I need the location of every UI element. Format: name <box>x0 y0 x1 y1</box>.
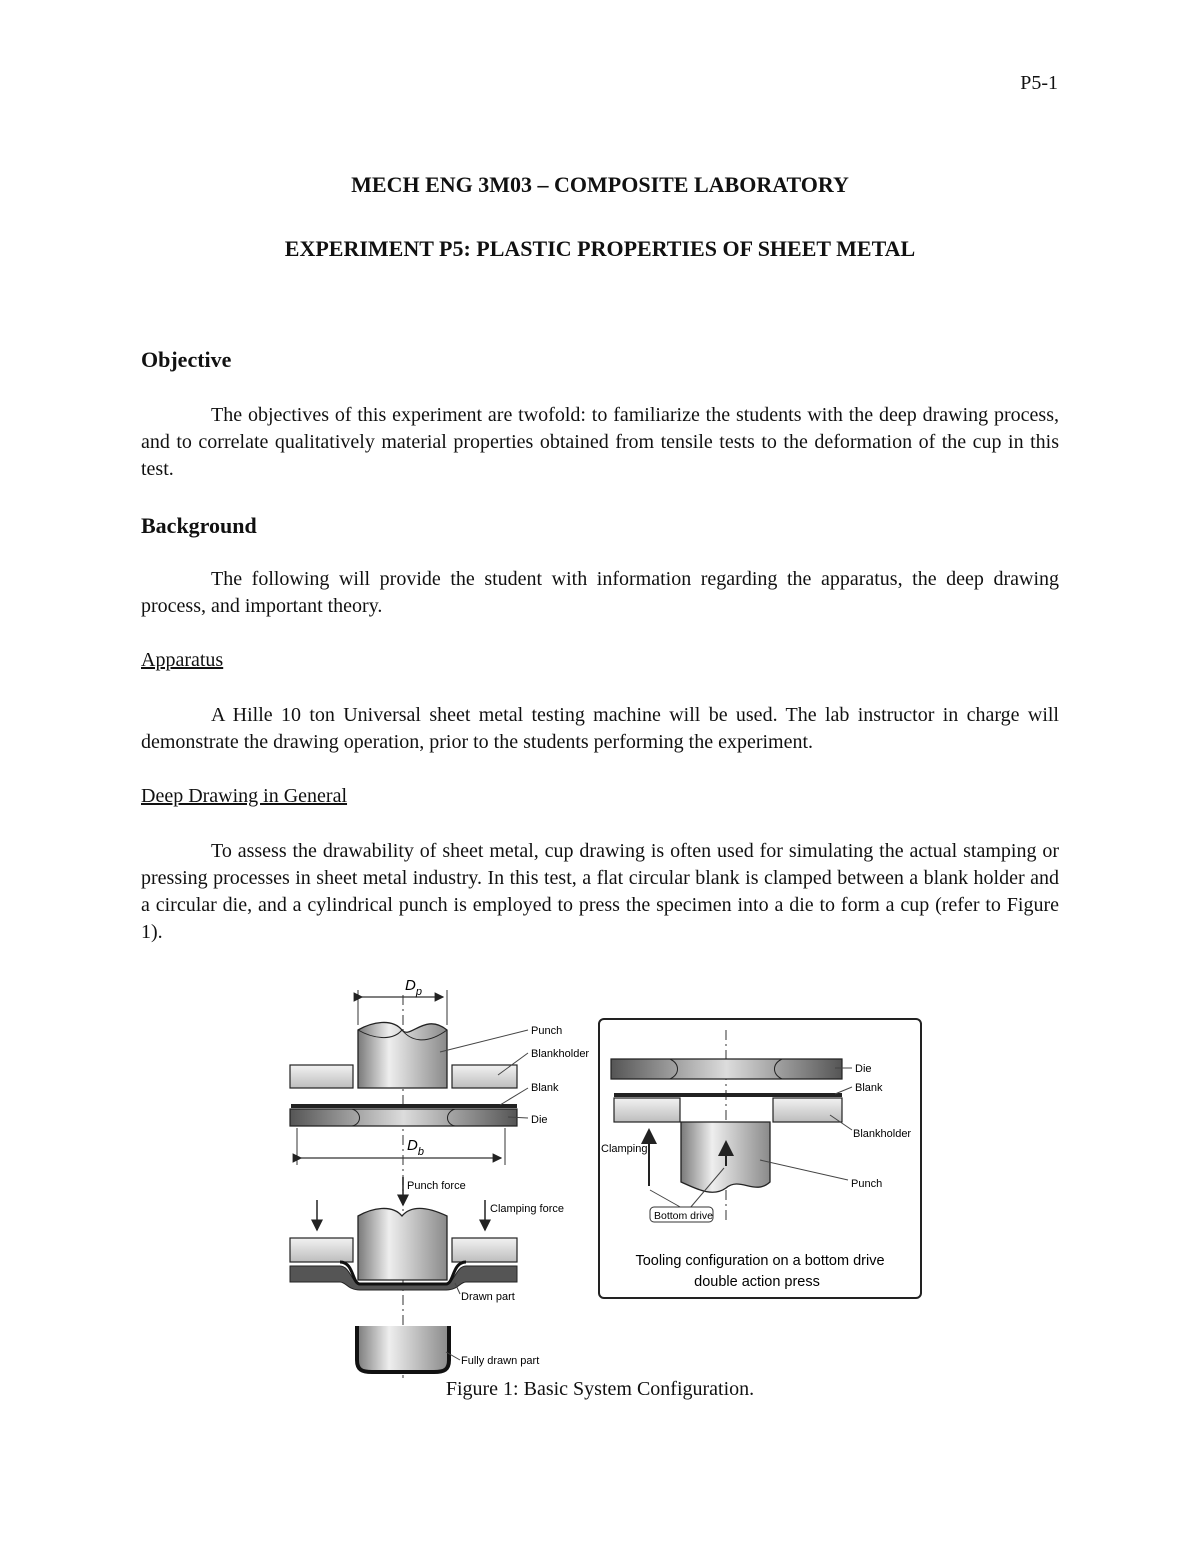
course-title: MECH ENG 3M03 – COMPOSITE LABORATORY <box>351 172 849 197</box>
punch-shape <box>358 1022 447 1088</box>
fully-drawn-cup <box>357 1326 449 1372</box>
apparatus-paragraph: A Hille 10 ton Universal sheet metal testing machine will be used. The lab instructor in charge will demonstrate the drawing operation, prior to the students performing the experiment. <box>141 704 1059 753</box>
background-paragraph: The following will provide the student with information regarding the apparatus, the deep drawing process, and important theory. <box>141 568 1059 617</box>
left-diagram <box>290 977 589 1378</box>
objective-paragraph: The objectives of this experiment are twofold: to familiarize the students with the deep drawing process, and to correlate qualitatively material properties obtained from tensile tests to the deformation of the cup in this test. <box>141 404 1059 480</box>
section-heading: Background <box>141 513 257 538</box>
right-diagram <box>599 1019 921 1298</box>
fully-drawn-label: Fully drawn part <box>461 1355 540 1367</box>
deep-drawing-paragraph: To assess the drawability of sheet metal, cup drawing is often used for simulating the actual stamping or pressing processes in sheet metal industry. In this test, a flat circular blank is clamped between a blank holder and a circular die, and a cylindrical punch is employed to press the specimen into a die to form a cup (refer to Figure 1). <box>141 840 1059 943</box>
blank-sheet <box>291 1104 517 1108</box>
right-punch-label: Punch <box>851 1178 883 1190</box>
blank-leader <box>500 1088 528 1105</box>
blankholder-mid-left <box>290 1238 353 1262</box>
punch-mid-shape <box>358 1208 447 1280</box>
drawn-part-label: Drawn part <box>461 1291 515 1303</box>
right-caption-line-1: Tooling configuration on a bottom drive <box>635 1253 885 1269</box>
punch-force-label: Punch force <box>407 1180 466 1192</box>
experiment-title: EXPERIMENT P5: PLASTIC PROPERTIES OF SHEET METAL <box>284 236 916 261</box>
right-die-label: Die <box>855 1063 872 1075</box>
subsection-heading: Deep Drawing in General <box>141 785 348 807</box>
blankholder-left <box>290 1065 353 1088</box>
blank-label: Blank <box>531 1082 559 1094</box>
db-label: $D_b$ <box>407 1137 424 1158</box>
right-caption-line-2: double action press <box>694 1274 820 1290</box>
die-shape <box>290 1109 517 1126</box>
punch-label: Punch <box>531 1025 563 1037</box>
right-blank <box>614 1093 842 1097</box>
section-heading: Objective <box>141 347 232 372</box>
right-blank-label: Blank <box>855 1082 883 1094</box>
clamping-force-label: Clamping force <box>490 1203 564 1215</box>
punch-leader <box>440 1030 528 1052</box>
figure-caption: Figure 1: Basic System Configuration. <box>445 1378 755 1400</box>
right-blankholder-left <box>614 1098 680 1122</box>
blankholder-mid-right <box>452 1238 517 1262</box>
bottom-drive-label: Bottom drive <box>654 1210 713 1222</box>
clamping-label: Clamping <box>601 1143 648 1155</box>
page-number: P5-1 <box>1020 72 1058 94</box>
right-blankholder-label: Blankholder <box>853 1128 912 1140</box>
subsection-heading: Apparatus <box>141 649 224 671</box>
dp-label: $D_p$ <box>405 977 422 998</box>
blankholder-label: Blankholder <box>531 1048 590 1060</box>
right-die-shape <box>611 1059 842 1079</box>
die-label: Die <box>531 1114 548 1126</box>
right-blankholder-right <box>773 1098 842 1122</box>
